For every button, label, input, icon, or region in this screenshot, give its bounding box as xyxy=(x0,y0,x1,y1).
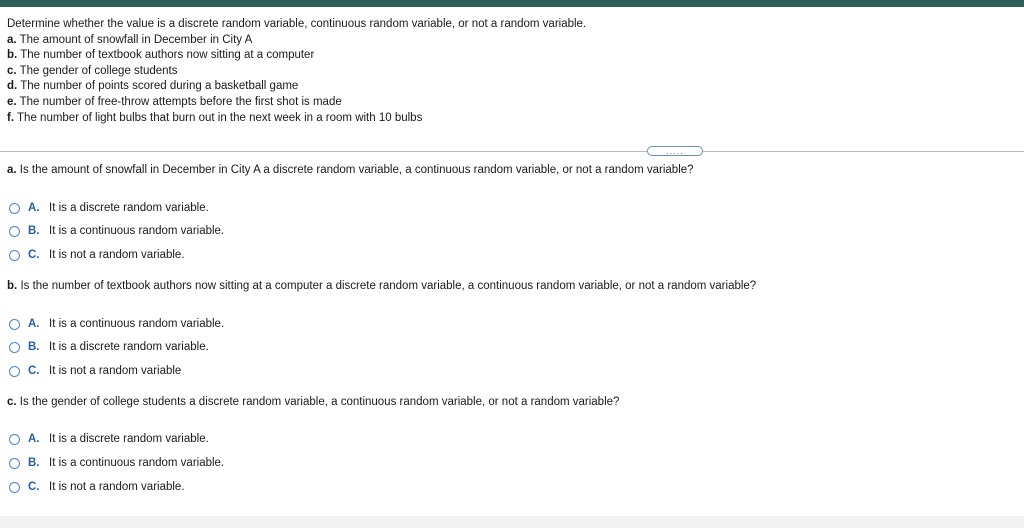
radio-button-icon[interactable] xyxy=(9,342,20,353)
option-letter: B. xyxy=(28,225,40,237)
radio-button-icon[interactable] xyxy=(9,250,20,261)
problem-item-a xyxy=(7,33,586,49)
section-divider xyxy=(0,151,1024,152)
question-text: Is the amount of snowfall in December in City A a discrete random variable, a continuous random variable, or not a random variable? xyxy=(19,164,694,176)
question-b-option-a[interactable] xyxy=(9,316,224,332)
option-text: It is not a random variable. xyxy=(49,481,185,493)
option-letter: B. xyxy=(28,457,40,469)
question-text: Is the number of textbook authors now sitting at a computer a discrete random variable, a continuous random variable, or not a random variable? xyxy=(20,280,757,292)
option-letter: A. xyxy=(28,202,40,214)
top-header-bar xyxy=(0,0,1024,7)
problem-prompt: Determine whether the value is a discrete random variable, continuous random variable, or not a random variable. xyxy=(7,18,587,30)
radio-button-icon[interactable] xyxy=(9,482,20,493)
option-text: It is a discrete random variable. xyxy=(49,202,209,214)
problem-item-e xyxy=(7,95,586,111)
problem-statement xyxy=(7,17,586,126)
item-letter: c. xyxy=(7,64,17,77)
question-a xyxy=(7,164,694,176)
option-letter: B. xyxy=(28,341,40,353)
item-text: The number of light bulbs that burn out in the next week in a room with 10 bulbs xyxy=(17,111,423,124)
item-letter: f. xyxy=(7,111,15,124)
radio-button-icon[interactable] xyxy=(9,434,20,445)
expand-toggle-button[interactable]: ..... xyxy=(647,146,703,156)
option-text: It is not a random variable xyxy=(49,365,182,377)
option-letter: C. xyxy=(28,365,40,377)
item-text: The number of textbook authors now sitting at a computer xyxy=(20,49,315,62)
radio-button-icon[interactable] xyxy=(9,319,20,330)
item-letter: e. xyxy=(7,95,17,108)
option-text: It is a discrete random variable. xyxy=(49,433,209,445)
item-text: The number of free-throw attempts before the first shot is made xyxy=(19,95,342,108)
question-letter: a. xyxy=(7,164,17,176)
item-letter: b. xyxy=(7,49,18,62)
option-text: It is a discrete random variable. xyxy=(49,341,209,353)
question-a-option-a[interactable] xyxy=(9,200,209,216)
option-text: It is a continuous random variable. xyxy=(49,225,225,237)
problem-item-f xyxy=(7,111,586,127)
question-c-option-b[interactable] xyxy=(9,455,224,471)
option-letter: C. xyxy=(28,481,40,493)
radio-button-icon[interactable] xyxy=(9,226,20,237)
question-c-option-c[interactable] xyxy=(9,479,185,495)
question-c xyxy=(7,396,619,408)
footer-band xyxy=(0,516,1024,528)
option-text: It is not a random variable. xyxy=(49,249,185,261)
option-letter: A. xyxy=(28,433,40,445)
question-letter: c. xyxy=(7,396,17,408)
question-c-option-a[interactable] xyxy=(9,431,209,447)
problem-item-b xyxy=(7,48,586,64)
item-text: The number of points scored during a basketball game xyxy=(20,80,299,93)
radio-button-icon[interactable] xyxy=(9,458,20,469)
radio-button-icon[interactable] xyxy=(9,366,20,377)
option-letter: A. xyxy=(28,318,40,330)
item-text: The amount of snowfall in December in City A xyxy=(19,33,253,46)
question-text: Is the gender of college students a discrete random variable, a continuous random variable, or not a random variable? xyxy=(19,396,620,408)
question-b-option-c[interactable] xyxy=(9,363,181,379)
option-text: It is a continuous random variable. xyxy=(49,457,225,469)
question-b xyxy=(7,280,756,292)
item-letter: a. xyxy=(7,33,17,46)
question-a-option-b[interactable] xyxy=(9,223,224,239)
item-text: The gender of college students xyxy=(19,64,178,77)
question-letter: b. xyxy=(7,280,18,292)
radio-button-icon[interactable] xyxy=(9,203,20,214)
option-letter: C. xyxy=(28,249,40,261)
question-a-option-c[interactable] xyxy=(9,247,185,263)
problem-item-d xyxy=(7,79,586,95)
question-b-option-b[interactable] xyxy=(9,339,209,355)
problem-item-c xyxy=(7,64,586,80)
item-letter: d. xyxy=(7,80,18,93)
option-text: It is a continuous random variable. xyxy=(49,318,225,330)
